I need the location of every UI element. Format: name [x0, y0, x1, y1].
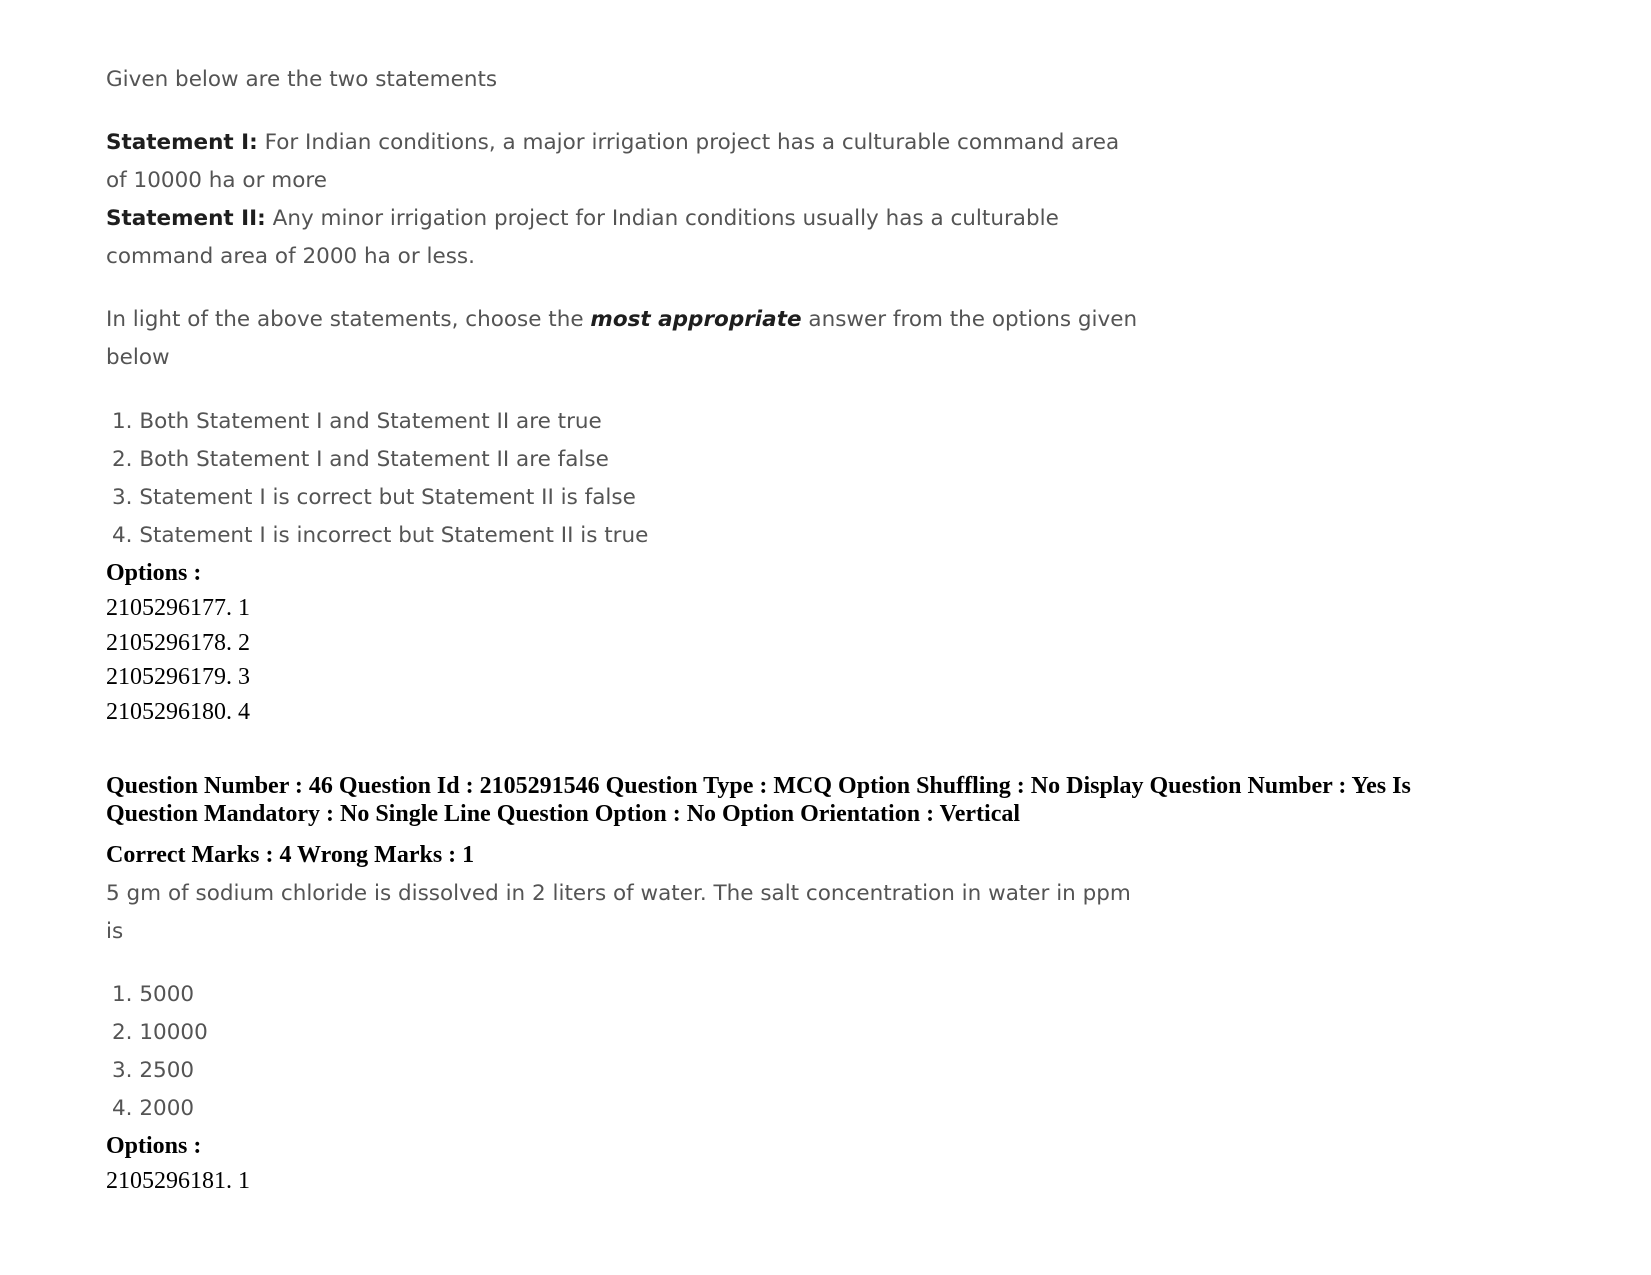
statement-2-line-1: [106, 200, 1059, 238]
q46-question-line-2: is: [106, 919, 124, 944]
q45-option-id-list: [106, 591, 250, 729]
list-item: 3. Statement I is correct but Statement II is false: [112, 485, 636, 510]
q46-meta-line-2: Question Mandatory : No Single Line Question Option : No Option Orientation : Vertical: [106, 801, 1021, 827]
question-intro: Given below are the two statements: [106, 67, 498, 92]
instruction-post: answer from the options given: [801, 307, 1138, 332]
list-item: 2. 10000: [112, 1020, 208, 1045]
q46-options-heading: Options :: [106, 1133, 202, 1159]
q45-choice-list: [112, 403, 648, 555]
statement-2-text: Any minor irrigation project for Indian conditions usually has a culturable: [265, 206, 1059, 231]
instruction-emphasis: most appropriate: [590, 307, 802, 332]
list-item: 2105296177. 1: [106, 595, 250, 621]
list-item: 1. Both Statement I and Statement II are true: [112, 409, 602, 434]
statement-1-line-2: of 10000 ha or more: [106, 168, 327, 193]
statement-1-line-1: [106, 124, 1119, 162]
instruction-line-1: [106, 301, 1137, 339]
list-item: 1. 5000: [112, 982, 195, 1007]
statement-2-line-2: command area of 2000 ha or less.: [106, 244, 475, 269]
list-item: 2105296180. 4: [106, 698, 250, 725]
list-item: 2. Both Statement I and Statement II are false: [112, 447, 609, 472]
instruction-pre: In light of the above statements, choose the: [106, 307, 591, 332]
list-item: 2105296179. 3: [106, 664, 250, 690]
q46-question-line-1: 5 gm of sodium chloride is dissolved in 2 liters of water. The salt concentration in water in ppm: [106, 881, 1131, 906]
list-item: 3. 2500: [112, 1058, 195, 1083]
q46-choice-list: [112, 976, 208, 1128]
statement-2-label: Statement II:: [106, 206, 266, 231]
statement-1-label: Statement I:: [106, 130, 258, 155]
list-item: 2105296181. 1: [106, 1168, 250, 1194]
q46-marks: Correct Marks : 4 Wrong Marks : 1: [106, 842, 475, 868]
q46-option-id-list: [106, 1164, 250, 1199]
list-item: 4. 2000: [112, 1096, 195, 1121]
instruction-line-2: below: [106, 345, 170, 370]
list-item: 4. Statement I is incorrect but Statement II is true: [112, 523, 649, 548]
q46-meta-line-1: Question Number : 46 Question Id : 2105291546 Question Type : MCQ Option Shuffling : No Display Question Number : Yes Is: [106, 773, 1411, 799]
list-item: 2105296178. 2: [106, 629, 250, 656]
statement-1-text: For Indian conditions, a major irrigation project has a culturable command area: [257, 130, 1120, 155]
q45-options-heading: Options :: [106, 560, 202, 586]
